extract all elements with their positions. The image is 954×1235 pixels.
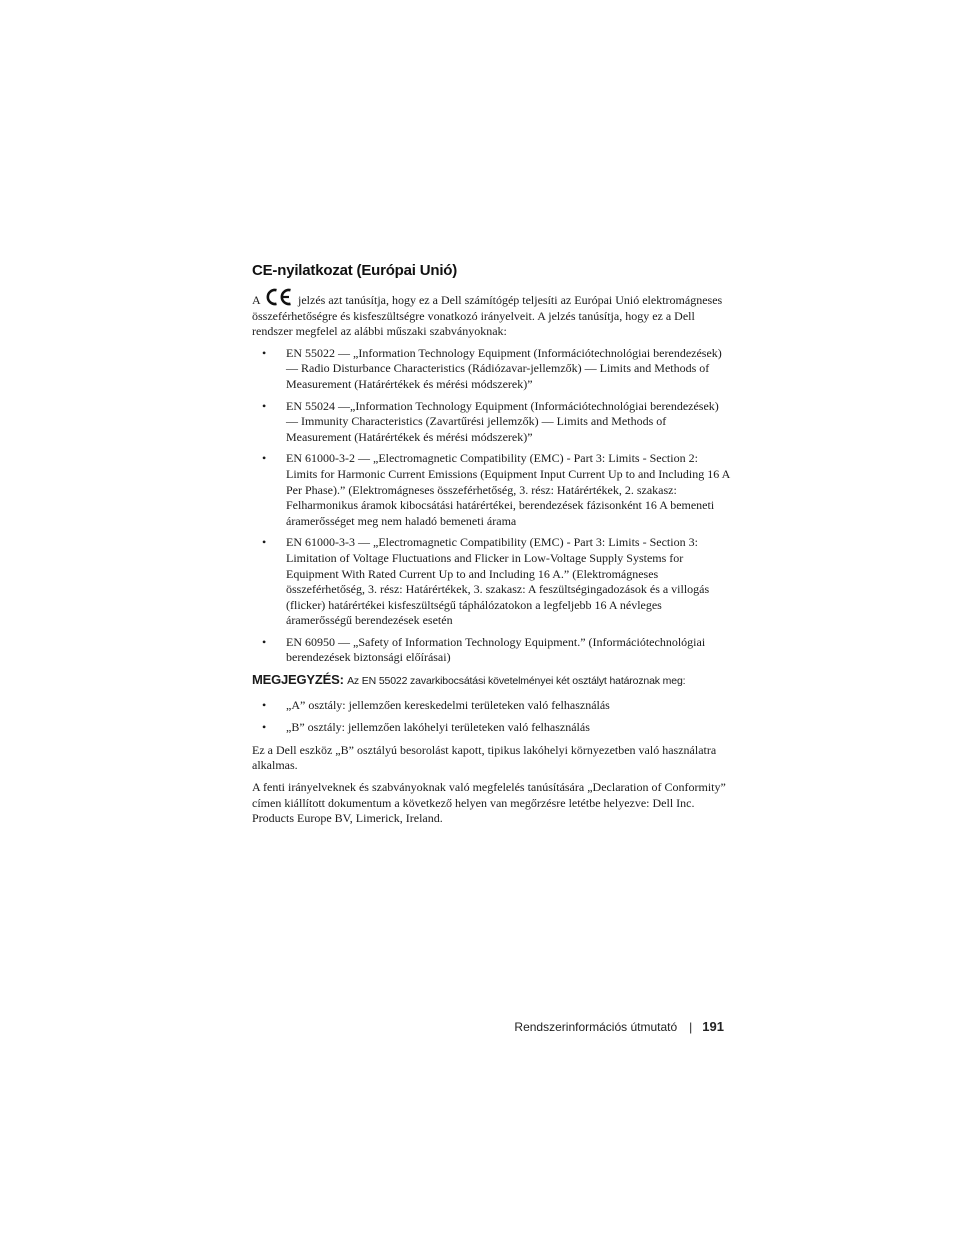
standard-text: EN 61000-3-2 — „Electromagnetic Compatibility (EMC) - Part 3: Limits - Section 2: Limits for Harmonic Current Emissions (Equipment Input Current Up to and Including 16 A Per Phase).” (Elektromágneses összeférhetőség, 3. rész: Határértékek, 2. szakasz: Felharmonikus áramok kibocsátási határértékei, berendezések fázisonként 16 A bemeneti áramerősséget meg nem haladó bemeneti árama (286, 451, 730, 528)
intro-paragraph (252, 288, 730, 340)
page-content (252, 262, 730, 833)
note-label: MEGJEGYZÉS: (252, 672, 344, 688)
classes-list (252, 698, 730, 736)
class-text: „A” osztály: jellemzően kereskedelmi területeken való felhasználás (286, 697, 610, 712)
list-item (252, 720, 730, 736)
note-text: Az EN 55022 zavarkibocsátási követelményei két osztályt határoznak meg: (347, 675, 686, 688)
list-item (252, 635, 730, 666)
class-b-paragraph: Ez a Dell eszköz „B” osztályú besorolást kapott, tipikus lakóhelyi környezetben való használatra alkalmas. (252, 742, 717, 773)
standard-text: EN 55024 —„Information Technology Equipment (Információtechnológiai berendezések) — Immunity Characteristics (Zavartűrési jellemzők) — Limits and Methods of Measurement (Határértékek és mérési módszerek)” (286, 398, 719, 444)
note-block (252, 672, 730, 690)
bullet-icon: • (262, 345, 267, 360)
standard-text: EN 60950 — „Safety of Information Technology Equipment.” (Információtechnológiai berendezések biztonsági előírásai) (286, 634, 706, 665)
bullet-icon: • (262, 720, 267, 735)
page-footer (514, 1019, 724, 1034)
declaration-paragraph: A fenti irányelveknek és szabványoknak való megfelelés tanúsítására „Declaration of Conformity” címen kiállított dokumentum a következő helyen van megőrzésre letétbe helyezve: Dell Inc. Products Europe BV, Limerick, Ireland. (252, 780, 726, 826)
bullet-icon: • (262, 451, 267, 466)
intro-prefix: A (252, 293, 261, 307)
list-item (252, 451, 730, 529)
section-heading: CE-nyilatkozat (Európai Unió) (252, 262, 458, 279)
list-item (252, 535, 730, 629)
standard-text: EN 55022 — „Information Technology Equipment (Információtechnológiai berendezések) — Radio Disturbance Characteristics (Rádiózavar-jellemzők) — Limits and Methods of Measurement (Határértékek és mérési módszerek)” (286, 345, 722, 391)
list-item (252, 346, 730, 393)
page-number: 191 (702, 1019, 724, 1034)
bullet-icon: • (262, 535, 267, 550)
list-item (252, 698, 730, 714)
class-text: „B” osztály: jellemzően lakóhelyi területeken való felhasználás (286, 720, 590, 735)
list-item (252, 399, 730, 446)
footer-title: Rendszerinformációs útmutató (514, 1020, 678, 1034)
footer-separator: | (689, 1020, 693, 1034)
ce-mark-logo (265, 288, 293, 306)
bullet-icon: • (262, 634, 267, 649)
bullet-icon: • (262, 398, 267, 413)
intro-text: jelzés azt tanúsítja, hogy ez a Dell számítógép teljesíti az Európai Unió elektromágneses összeférhetőségre és kisfeszültségre vonatkozó irányelveit. A jelzés tanúsítja, hogy ez a Dell rendszer megfelel az alábbi műszaki szabványoknak: (252, 293, 723, 339)
standards-list (252, 346, 730, 666)
standard-text: EN 61000-3-3 — „Electromagnetic Compatibility (EMC) - Part 3: Limits - Section 3: Limitation of Voltage Fluctuations and Flicker in Low-Voltage Supply Systems for Equipment With Rated Current Up to and Including 16 A.” (Elektromágneses összeférhetőség, 3. rész: Határértékek, 3. szakasz: A feszültségingadozások és a villogás (flicker) határértékei kisfeszültségű táphálózatokon a legfeljebb 16 A névleges áramerősségű berendezések esetén (286, 535, 710, 628)
bullet-icon: • (262, 697, 267, 712)
